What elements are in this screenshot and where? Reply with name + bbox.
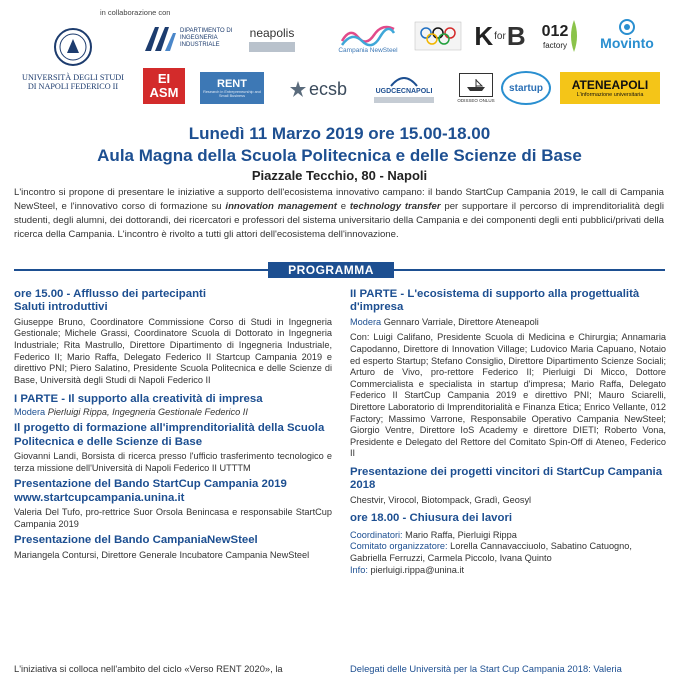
programma-label: PROGRAMMA [268,262,394,278]
kforb-b: B [506,20,526,51]
event-date-time: Lunedì 11 Marzo 2019 ore 15.00-18.00 [188,124,491,143]
intro-text-3: per supportare il percorso di imprenditorialità degli studenti, degli alumni, dei dottorandi, dei ricercatori e professori del sistema universitario della Campania e dei componenti degli enti pubblici/privati della ricerca della Campania. L'incontro è rivolto a tutti gli attori dell'ecosistema dell'innovazione. [14,201,664,240]
rent-title: RENT [217,77,247,90]
footer-right-text: Delegati delle Università per la Start Cup Campania 2018: Valeria [350,663,622,674]
programma-rule-left [14,269,268,271]
kforb-logo [472,18,528,54]
ateneapoli-logo [560,72,660,104]
intro-text-1: L'incontro si propone di presentare le iniziative a supporto dell'ecosistema innovativo campano: il bando StartCup Campania 2019, le call di Campania NewSteel, e l'innovativo corso di formazione su [14,187,664,212]
leaf-icon [568,18,580,54]
movinto-mark-icon [619,19,635,35]
startcup-speaker: Valeria Del Tufo, pro-rettrice Suor Orsola Benincasa e responsabile StartCup Campania 2019 [14,507,332,529]
kforb-for: for [494,30,506,42]
campania-newsteel-logo [333,16,403,60]
university-logo [18,16,128,102]
university-seal-icon [53,27,93,67]
rent-logo [200,72,264,104]
ugdcec-mark-icon [389,74,419,88]
newsteel-speaker: Mariangela Contursi, Direttore Generale Incubatore Campania NewSteel [14,549,310,560]
ship-icon [465,78,487,92]
factory-word: factory [542,40,567,50]
dii-line1: DIPARTIMENTO DI [180,27,233,34]
olympic-rings-logo [412,18,464,54]
ugdcec-text: UGDCECNAPOLI [375,87,433,95]
welcome-speakers: Giuseppe Bruno, Coordinatore Commissione Corso di Studi in Ingegneria Gestionale; Michele Grassi, Coordinatore Scuola di Dottorato in Ingegneria Industriale; Rita Mastrullo, Direttore Dipartimento di Ingegneria Industriale, Federico II; Mario Raffa, Delegato Federico II Startcup Campania 2019 e direttivo PNI; Piero Salatino, Presidente Scuola Politecnica e delle Scienze di Base, Università degli Studi di Napoli Federico II [14,316,332,385]
ateneapoli-sub: L'informazione universitaria [576,92,644,98]
part2-moderator: Gennaro Varriale, Direttore Ateneapoli [383,316,539,327]
ecsb-logo [280,74,356,104]
event-address: Piazzale Tecchio, 80 - Napoli [251,168,428,183]
collab-label: in collaborazione con [100,8,171,17]
ateneapoli-title: ATENEAPOLI [571,78,649,92]
coordinators-label: Coordinatori: [350,529,403,540]
dii-mark-icon [143,23,177,53]
winners-title: Presentazione dei progetti vincitori di StartCup Campania 2018 [350,465,663,492]
dii-line3: INDUSTRIALE [180,41,220,48]
closing-title: ore 18.00 - Chiusura dei lavori [350,512,513,525]
rent-sub: Research in Entrepreneurship and Small Business [203,89,261,98]
winners-list: Chestvir, Virocol, Biotompack, Gradì, Geosyl [350,494,532,505]
rings-icon [414,21,462,51]
eiasm-logo [143,68,185,104]
training-project-title: Il progetto di formazione all'imprenditorialità della Scuola Politecnica e delle Scienze di Base [14,422,325,448]
part2-speakers: Con: Luigi Califano, Presidente Scuola di Medicina e Chirurgia; Annamaria Capodanno, Direttore di Innovation Village; Ludovico Maria Capuano, Notaio ed esperto Startup; Stefano Consiglio, Direttore Dipartimento Scienze Sociali; Arturo de Vivo, pro-rettore Federico II; Pierluigi Di Micco, Dottore Commercialista e specialista in startup d'impresa; Mario Raffa, Delegato Federico II StartCup Campania 2019 e direttivo PNI; Mauro Sciarelli, Direttore Laboratorio di Imprenditorialità e Finanza Etica; Enrico Vellante, 012 Factory; Massimo Varrone, Responsabile Operativo Campania NewSteel; Giorgio Ventre, Direttore IoS Academy e direttore DIETI; Roberto Vona, Presidente e Delegato del Rettore del Comitato Spin-Off di Ateneo, Federico II [350,332,666,459]
committee-label: Comitato organizzatore: [350,541,448,552]
ecsb-text: ecsb [308,78,348,99]
intro-emphasis-2: technology transfer [349,201,441,212]
info-email-link[interactable]: pierluigi.rippa@unina.it [370,564,465,575]
university-name-line2: DI NAPOLI FEDERICO II [27,82,119,91]
ugdcec-logo [362,70,446,106]
campania-newsteel-text: Campania NewSteel [338,46,398,54]
intro-paragraph [14,186,664,242]
welcome-subtitle: Saluti introduttivi [14,301,108,314]
part1-moderator-label: Modera [14,406,46,417]
startup-logo [500,70,552,106]
programma-rule-right [394,269,665,271]
footer-left-text: L'iniziativa si colloca nell'ambito del ciclo «Verso RENT 2020», la [14,663,283,674]
training-project-speaker: Giovanni Landi, Borsista di ricerca presso l'ufficio trasferimento tecnologico e terza missione dell'Università di Napoli Federico II UTTTM [14,451,332,473]
movinto-text: Movinto [600,35,654,51]
kforb-k: K [474,20,494,51]
part1-moderator: Pierluigi Rippa, Ingegneria Gestionale Federico II [47,406,248,417]
part2-title: II PARTE - L'ecosistema di supporto alla progettualità d'impresa [350,288,640,314]
intro-text-2: e [336,201,350,212]
factory-number: 012 [541,22,569,40]
neapolis-text: neapolis [249,26,295,40]
part2-moderator-label: Modera [350,316,382,327]
program-left-column [14,288,332,561]
eiasm-line2: ASM [149,85,179,100]
event-venue: Aula Magna della Scuola Politecnica e delle Scienze di Base [97,146,582,165]
info-label: Info: [350,564,368,575]
neapolis-logo [242,20,302,58]
odisseo-text: ODISSEO ONLUS [457,98,495,103]
startup-text: startup [509,82,543,94]
dii-line2: INGEGNERIA [180,34,218,41]
startcup-presentation-title: Presentazione del Bando StartCup Campania 2019 [14,478,287,491]
startcup-url-link[interactable]: www.startcupcampania.unina.it [14,491,185,504]
movinto-logo [594,14,660,56]
welcome-time-title: ore 15.00 - Afflusso dei partecipanti [14,288,207,300]
part1-title: I PARTE - Il supporto alla creatività di impresa [14,393,263,406]
coordinators: Mario Raffa, Pierluigi Rippa [405,529,517,540]
university-name-line1: UNIVERSITÀ DEGLI STUDI [22,73,124,82]
program-right-column [350,288,666,576]
wave-icon [340,23,396,47]
eiasm-line1: EI [157,71,171,86]
newsteel-presentation-title: Presentazione del Bando CampaniaNewSteel [14,534,258,547]
committee-members: Lorella Cannavacciuolo, Sabatino Catuogno, Gabriella Ferruzzi, Carmela Piccolo, Ivana Quinto [350,541,632,563]
dii-logo [143,20,233,56]
star-icon [289,80,307,98]
012-factory-logo [533,16,589,56]
odisseo-logo [456,70,496,106]
intro-emphasis-1: innovation management [225,201,337,212]
